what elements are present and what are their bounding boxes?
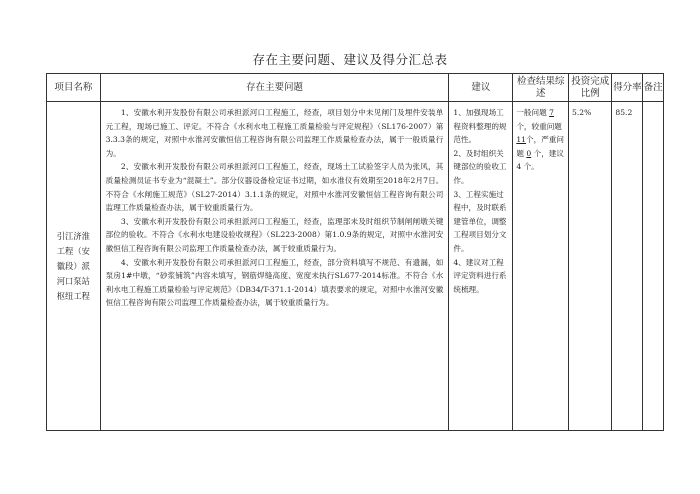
header-project: 项目名称 xyxy=(47,74,101,102)
result-text-3: 个，严重问题 xyxy=(516,135,564,158)
suggestion-item-3: 3、工程实施过程中，及时联系建管单位，调整工程项目划分文件。 xyxy=(453,189,507,253)
issue-item-2: 2、安徽水利开发股份有限公司承担派河口工程施工，经查，现场土工试验签字人员为张风，其质量检测员证书专业为“混凝土”。部分仪器设备检定证书过期，如水准仪有效期至2018年2月7日。不符合《水闸施工规范》（SL27-2014）3.1.1条的规定，对照中水淮河安徽恒信工程咨询有限公司监理工作质量检查办法，属于较重质量行为。 xyxy=(105,162,444,213)
cell-remark xyxy=(643,102,664,431)
result-text-1: 一般问题 xyxy=(516,108,547,117)
issue-item-1: 1、安徽水利开发股份有限公司承担派河口工程施工，经查，项目划分中未见闸门及埋件安装单元工程，现场已施工、评定。不符合《水利水电工程施工质量检验与评定规程》（SL176-2007）第3.3.3条的规定，对照中水淮河安徽恒信工程咨询有限公司监理工作质量检查办法，属于一般质量行为。 xyxy=(105,108,444,158)
cell-suggestions xyxy=(449,102,513,431)
result-text-5: 个。 xyxy=(523,162,539,172)
header-remark: 备注 xyxy=(643,74,664,102)
document-title: 存在主要问题、建议及得分汇总表 xyxy=(252,52,448,67)
suggestion-item-4: 4、建议对工程评定资料进行系统梳理。 xyxy=(453,257,507,294)
cell-invest-ratio: 5.2% xyxy=(569,102,612,431)
count-general: 7 xyxy=(549,108,554,117)
cell-result-summary xyxy=(513,102,569,431)
cell-score-rate: 85.2 xyxy=(612,102,643,431)
count-serious: 11 xyxy=(516,135,527,145)
result-text-4: 个，建议 xyxy=(533,148,564,158)
suggestion-item-2: 2、及时组织关键部位的验收工作。 xyxy=(453,148,507,185)
header-result: 检查结果综述 xyxy=(513,74,569,102)
header-suggestion: 建议 xyxy=(449,74,513,102)
header-invest: 投资完成比例 xyxy=(569,74,612,102)
suggestion-item-1: 1、加强现场工程资料整理的规范性。 xyxy=(453,108,507,145)
header-score: 得分率 xyxy=(612,74,643,102)
issue-item-3: 3、安徽水利开发股份有限公司承担派河口工程施工，经查，监理部未及时组织节制闸闸墩关键部位的验收。不符合《水利水电建设验收规程》（SL223-2008）第1.0.9条的规定，对照中水淮河安徽恒信工程咨询有限公司监理工作质量检查办法，属于较重质量行为。 xyxy=(105,216,444,253)
issue-item-4: 4、安徽水利开发股份有限公司承担派河口工程施工，经查，部分资料填写不规范、有遗漏，如泵房1#中墩，“砂浆铺筑”内容未填写，钢筋焊缝高度、宽度未执行SL677-2014标准。不符合《水利水电工程施工质量检验与评定规范》（DB34/T-371.1-2014）填表要求的规定，对照中水淮河安徽恒信工程咨询有限公司监理工作质量检查办法，属于较重质量行为。 xyxy=(105,257,444,308)
count-suggestions: 4 xyxy=(516,162,522,172)
header-issues: 存在主要问题 xyxy=(100,74,449,102)
summary-table xyxy=(46,73,664,431)
cell-issues xyxy=(100,102,449,431)
table-header-row xyxy=(47,74,664,102)
result-text-2: 个，较重问题 xyxy=(516,121,562,131)
count-severe: 0 xyxy=(526,148,532,158)
table-row xyxy=(47,102,664,431)
cell-project-name: 引江济淮工程（安徽段）派河口泵站枢纽工程 xyxy=(47,102,101,431)
